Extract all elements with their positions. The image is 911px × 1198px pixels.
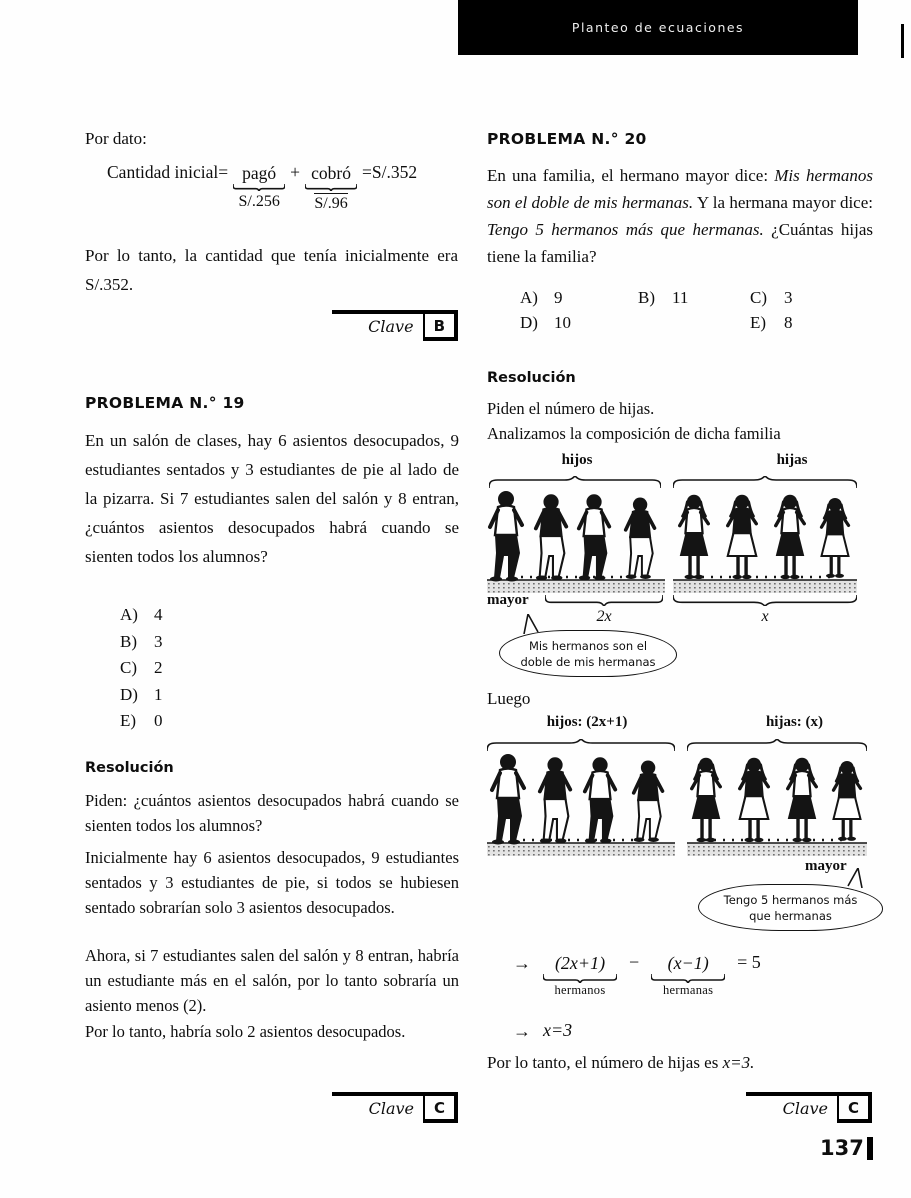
resolucion-20-analizamos: Analizamos la composición de dicha familia <box>487 424 781 443</box>
clave-letter: C <box>837 1096 872 1123</box>
statement-seg3: Y la hermana mayor dice: <box>693 193 873 212</box>
eq18-term1: pagó <box>242 163 277 183</box>
equation-20 <box>513 952 761 997</box>
fig1-mayor-label: mayor <box>487 592 529 608</box>
statement-seg1: En una familia, el hermano mayor dice: <box>487 166 775 185</box>
underbrace-icon <box>305 184 357 191</box>
scan-edge-artifact <box>901 24 904 58</box>
answer-key-box-20 <box>746 1092 872 1123</box>
problem-20-statement <box>487 162 873 270</box>
brace-bottom-x-icon <box>673 595 857 606</box>
problem-20-options <box>520 288 860 333</box>
fig1-hijos-label: hijos <box>561 452 593 468</box>
speech-bubble-hermano-mayor <box>499 630 677 677</box>
eq18-term2-stack <box>305 162 357 213</box>
fig1-hijas-label: hijas <box>776 452 808 468</box>
eq20-term2-stack <box>651 952 725 997</box>
brace-top-hijas-icon <box>673 476 857 488</box>
statement-seg2-italic: Mis hermanos son el doble de mis hermanas. <box>487 166 873 212</box>
bubble1-line1: Mis hermanos son el <box>528 639 648 653</box>
luego-label: Luego <box>487 689 531 708</box>
resolucion-19-title: Resolución <box>85 760 174 776</box>
girls-group-illustration <box>687 753 867 857</box>
conclusion-20-math: x=3. <box>722 1053 755 1072</box>
boys-group-illustration <box>487 490 665 594</box>
girls-group-illustration <box>673 490 857 594</box>
problem-20-title: PROBLEMA N.° 20 <box>487 130 647 148</box>
arrow-icon: → <box>513 1021 531 1041</box>
conclusion-18: Por lo tanto, la cantidad que tenía inicialmente era S/.352. <box>85 246 458 294</box>
resolucion-20-title: Resolución <box>487 370 576 386</box>
eq20-result-text: x=3 <box>543 1020 573 1040</box>
resolucion-19-para3: Ahora, si 7 estudiantes salen del salón y 8 entran, habría un estudiante más en el salón, por lo tanto sobraría un asiento menos (2). <box>85 946 459 1015</box>
answer-key-box-19 <box>332 1092 458 1123</box>
eq18-value2: S/.96 <box>314 195 348 212</box>
equation-20-result <box>513 1020 572 1042</box>
eq18-plus: + <box>290 162 301 182</box>
underbrace-icon <box>651 974 725 983</box>
brace-top-hijas2-icon <box>687 739 867 751</box>
brace-bottom-2x-icon <box>545 595 663 606</box>
eq20-term2: (x−1) <box>667 953 709 973</box>
fig1-2x-label: 2x <box>596 608 612 625</box>
fig2-mayor-label: mayor <box>805 858 847 874</box>
chapter-header-band <box>458 0 858 55</box>
chapter-title: Planteo de ecuaciones <box>571 20 745 35</box>
boys-group-illustration <box>487 753 675 857</box>
eq20-term1: (2x+1) <box>554 953 606 973</box>
fig1-x-label: x <box>761 608 769 625</box>
clave-label: Clave <box>782 1099 828 1118</box>
eq18-lhs: Cantidad inicial= <box>107 162 229 182</box>
page-number-bar <box>867 1137 873 1160</box>
page-number: 137 <box>820 1136 873 1160</box>
problem-19-statement: En un salón de clases, hay 6 asientos desocupados, 9 estudiantes sentados y 3 estudiantes de pie al lado de la pizarra. Si 7 estudiantes salen del salón y 8 entran, ¿cuántos asientos desocupados habrá cuando se sienten todos los alumnos? <box>85 431 459 566</box>
bubble2-line1: Tengo 5 hermanos más <box>723 893 858 907</box>
bubble-tail-icon <box>522 614 540 634</box>
resolucion-19-para2: Inicialmente hay 6 asientos desocupados, 9 estudiantes sentados y 3 estudiantes de pie, si todos se hubiesen sentado sobrarían solo 3 asientos desocupados. <box>85 848 459 917</box>
clave-label: Clave <box>368 1099 414 1118</box>
underbrace-icon <box>233 184 285 191</box>
option-b: B) 11 <box>638 288 689 307</box>
option-a: A) 4 <box>120 605 163 624</box>
eq20-rhs: = 5 <box>737 952 761 972</box>
arrow-icon: → <box>513 953 531 973</box>
clave-label: Clave <box>368 317 414 336</box>
clave-letter: C <box>423 1096 458 1123</box>
eq18-rhs: =S/.352 <box>362 162 418 182</box>
eq20-term1-stack <box>543 952 617 997</box>
option-e: E) 8 <box>750 313 793 332</box>
statement-seg4-italic: Tengo 5 hermanos más que hermanas. <box>487 220 764 239</box>
option-d: D) 10 <box>520 313 571 332</box>
answer-key-box-18 <box>332 310 458 341</box>
option-c: C) 2 <box>120 658 163 677</box>
brace-top-hijos2-icon <box>487 739 675 751</box>
brace-top-hijos-icon <box>489 476 661 488</box>
problem-19-options <box>120 602 163 735</box>
eq20-label2: hermanas <box>663 983 714 997</box>
fig2-hijos-label: hijos: (2x+1) <box>546 714 628 730</box>
por-dato-label: Por dato: <box>85 129 147 148</box>
eq18-value1: S/.256 <box>238 193 280 210</box>
option-c: C) 3 <box>750 288 793 307</box>
option-a: A) 9 <box>520 288 563 307</box>
speech-bubble-hermana-mayor <box>698 884 883 931</box>
bubble-tail-icon <box>846 868 864 888</box>
equation-18 <box>107 162 417 213</box>
option-b: B) 3 <box>120 631 163 651</box>
option-d: D) 1 <box>120 684 163 704</box>
problem-19-title: PROBLEMA N.° 19 <box>85 394 245 412</box>
figure-family-1 <box>487 452 872 684</box>
clave-letter: B <box>423 314 458 341</box>
conclusion-20: Por lo tanto, el número de hijas es x=3. <box>487 1053 755 1072</box>
underbrace-icon <box>543 974 617 983</box>
fig2-hijas-label: hijas: (x) <box>765 714 824 730</box>
eq18-term1-stack <box>233 162 285 211</box>
eq20-minus: − <box>629 952 640 972</box>
resolucion-19-para4: Por lo tanto, habría solo 2 asientos desocupados. <box>85 1022 406 1041</box>
resolucion-20-piden: Piden el número de hijas. <box>487 399 655 418</box>
statement-seg5: ¿Cuántas hijas tiene la familia? <box>487 220 873 266</box>
bubble2-line2: que hermanas <box>749 909 832 924</box>
option-e: E) 0 <box>120 711 163 730</box>
eq18-term2: cobró <box>311 163 351 183</box>
eq20-label1: hermanos <box>554 983 606 997</box>
resolucion-19-para1: Piden: ¿cuántos asientos desocupados habrá cuando se sienten todos los alumnos? <box>85 791 459 835</box>
figure-family-2 <box>487 714 872 874</box>
bubble1-line2: doble de mis hermanas <box>520 655 656 670</box>
